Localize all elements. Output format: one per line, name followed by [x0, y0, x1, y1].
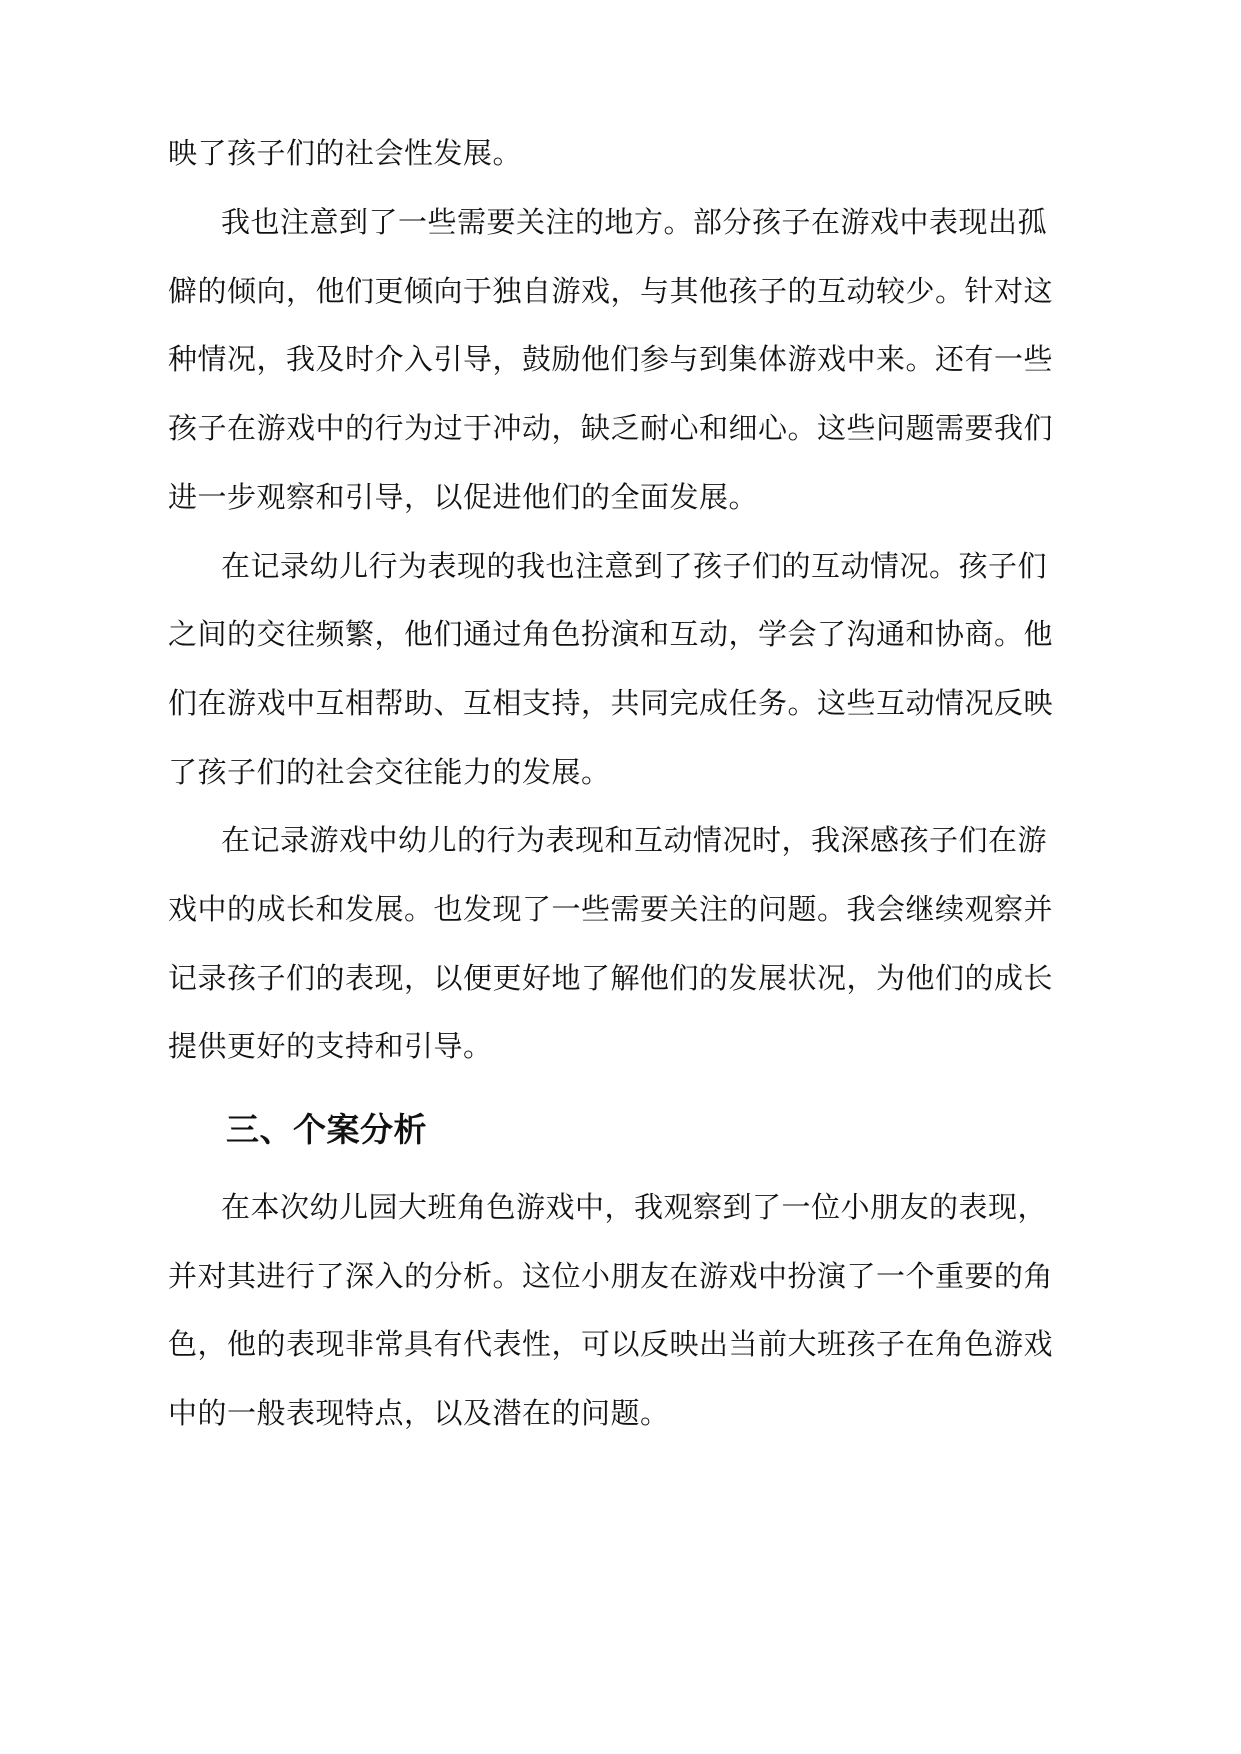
text-line: 在记录游戏中幼儿的行为表现和互动情况时，我深感孩子们在游 — [221, 823, 1048, 857]
text-line: 之间的交往频繁，他们通过角色扮演和互动，学会了沟通和协商。他 — [168, 617, 1054, 651]
text-line: 映了孩子们的社会性发展。 — [168, 136, 523, 170]
text-line: 进一步观察和引导，以促进他们的全面发展。 — [168, 480, 759, 514]
text-line: 了孩子们的社会交往能力的发展。 — [168, 755, 611, 789]
text-line: 并对其进行了深入的分析。这位小朋友在游戏中扮演了一个重要的角 — [168, 1259, 1054, 1293]
text-line: 们在游戏中互相帮助、互相支持，共同完成任务。这些互动情况反映 — [168, 686, 1054, 720]
section-heading: 三、个案分析 — [226, 1110, 427, 1149]
text-line: 中的一般表现特点，以及潜在的问题。 — [168, 1396, 670, 1430]
text-line: 戏中的成长和发展。也发现了一些需要关注的问题。我会继续观察并 — [168, 892, 1054, 926]
text-line: 种情况，我及时介入引导，鼓励他们参与到集体游戏中来。还有一些 — [168, 342, 1054, 376]
text-line: 提供更好的支持和引导。 — [168, 1029, 493, 1063]
text-line: 在记录幼儿行为表现的我也注意到了孩子们的互动情况。孩子们 — [221, 549, 1048, 583]
text-line: 记录孩子们的表现，以便更好地了解他们的发展状况，为他们的成长 — [168, 961, 1054, 995]
text-line: 在本次幼儿园大班角色游戏中，我观察到了一位小朋友的表现， — [221, 1190, 1048, 1224]
text-line: 色，他的表现非常具有代表性，可以反映出当前大班孩子在角色游戏 — [168, 1327, 1054, 1361]
text-line: 我也注意到了一些需要关注的地方。部分孩子在游戏中表现出孤 — [221, 205, 1048, 239]
text-line: 孩子在游戏中的行为过于冲动，缺乏耐心和细心。这些问题需要我们 — [168, 411, 1054, 445]
text-line: 僻的倾向，他们更倾向于独自游戏，与其他孩子的互动较少。针对这 — [168, 274, 1054, 308]
